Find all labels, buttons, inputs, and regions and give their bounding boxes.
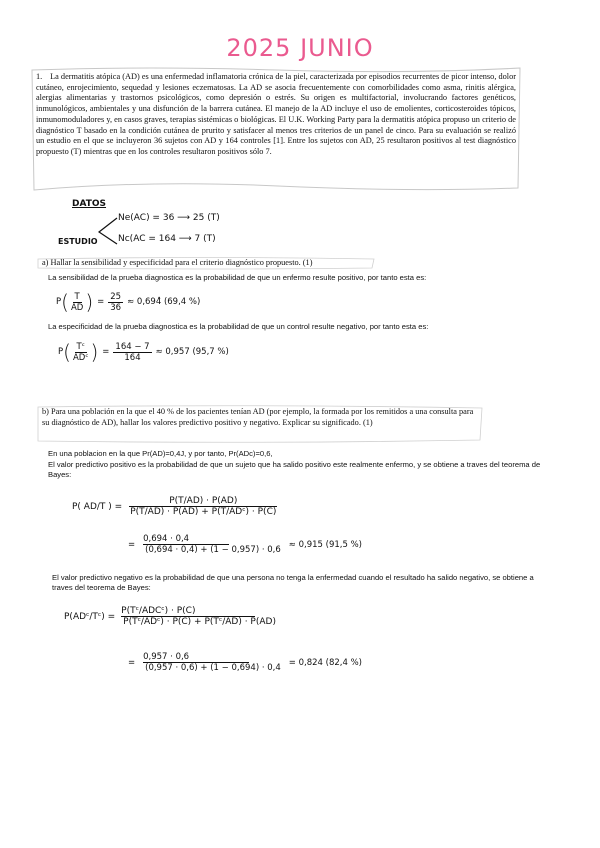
vpn-formula-numeric: = $\frac{0,957 \cdot 0,6}{(0,957 \cdot 0,6) + (1 - 0,694) \cdot 0,4}$ = 0,824 (82,4 %)	[128, 652, 362, 673]
vpn-result: = 0,824 (82,4 %)	[288, 657, 362, 668]
vpn-fraction: $\frac{\text{P(Tᶜ/ADCᶜ) · P(C)}}{\text{P(Tᶜ/ADᶜ) · P(C) + P(Tᶜ/AD) · P(AD)}}$	[121, 606, 276, 627]
vpn-formula	[64, 606, 278, 627]
specificity-text: La especificidad de la prueba diagnostica es la probabilidad de que un control resulte negativo, por tanto esta es:	[48, 322, 429, 331]
problem-statement	[36, 72, 516, 158]
problem-number: 1.	[36, 72, 43, 81]
bracket-icon	[95, 216, 119, 246]
datos-line-1: Ne(AC) = 36 ⟶ 25 (T)	[118, 213, 220, 223]
vpn-numeric-fraction: $\frac{0,957 \cdot 0,6}{(0,957 \cdot 0,6) + (1 - 0,694) \cdot 0,4}$	[143, 652, 281, 673]
spec-p: P	[58, 347, 64, 357]
vpp-numeric-fraction: $\frac{0,694 \cdot 0,4}{(0,694 \cdot 0,4) + (1 - 0,957) \cdot 0,6}$	[143, 534, 281, 555]
problem-text: La dermatitis atópica (AD) es una enfermedad inflamatoria crónica de la piel, caracterizada por episodios recurrentes de picor intenso, dolor cutáneo, enrojecimiento, sequedad y lesiones eczematosas. La AD se asocia frecuentemente con comorbilidades como asma, rinitis alérgica, alergias alimentarias y trastornos psicológicos, como depresión o estrés. Su origen es multifactorial, involucrando factores genéticos, inmunológicos, ambientales y una disfunción de la barrera cutánea. El manejo de la AD incluye el uso de emolientes, corticosteroides tópicos, inmunomoduladores y, en casos graves, terapias sistémicas o biológicas. El U.K. Working Party para la dermatitis atópica propuso un criterio de diagnóstico T basado en la condición cutánea de prurito y satisfacer al menos tres criterios de un panel de cinco. Para su evaluación se realizó un estudio en el que se incluyeron 36 sujetos con AD y 164 controles [1]. Entre los sujetos con AD, 25 resultaron positivos al test diagnóstico propuesto (T) mientras que en los controles resultaron positivos sólo 7.	[36, 72, 516, 156]
sens-fraction: $\frac{25}{36}$	[110, 291, 122, 313]
spec-result: ≈ 0,957 (95,7 %)	[155, 347, 229, 357]
question-b: b) Para una población en la que el 40 % de los pacientes tenían AD (por ejemplo, la formada por los remitidos a una consulta para su diagnóstico de AD), hallar los valores predictivo positivo y negativo. Explicar su significado. (1)	[42, 407, 474, 427]
vpp-lhs: P( AD/T ) =	[72, 501, 123, 512]
vpn-text: El valor predictivo negativo es la probabilidad de que una persona no tenga la enfermedad cuando el resultado ha salido negativo, se obtiene a traves del teorema de Bayes:	[52, 573, 534, 592]
sensitivity-formula: P ( $\frac{T}{AD}$ ) = $\frac{25}{36}$ ≈ 0,694̂ (69,4 %)	[56, 290, 201, 314]
vpp-formula	[72, 496, 278, 517]
spec-fraction: $\frac{164 - 7}{164}$	[115, 341, 150, 363]
sens-result: ≈ 0,694̂ (69,4 %)	[127, 297, 201, 307]
question-a: a) Hallar la sensibilidad y especificidad para el criterio diagnóstico propuesto. (1)	[42, 258, 313, 267]
specificity-formula: P ( $\frac{\text{Tᶜ}}{\text{ADᶜ}}$ ) = $\frac{164 - 7}{164}$ ≈ 0,957 (95,7 %)	[58, 340, 229, 364]
vpp-text: El valor predictivo positivo es la probabilidad de que un sujeto que ha salido positivo este realmente enfermo, y se obtiene a traves del teorema de Bayes:	[48, 460, 541, 479]
vpn-lhs: P(ADᶜ/Tᶜ) =	[64, 611, 116, 622]
vpp-fraction: $\frac{P(T/AD) \cdot P(AD)}{\text{P(T/AD) · P(AD) + P(T/ADᶜ) · P(C)}}$	[130, 496, 277, 517]
vpp-result: ≈ 0,915 (91,5 %)	[288, 539, 362, 550]
population-text: En una poblacion en la que Pr(AD)=0,4J, y por tanto, Pr(ADc)=0,6,	[48, 449, 273, 458]
datos-heading: DATOS	[72, 199, 107, 209]
estudio-label: ESTUDIO	[58, 237, 98, 246]
spec-condition: $\frac{\text{Tᶜ}}{\text{ADᶜ}}$	[72, 341, 89, 363]
datos-line-2: Nc(AC = 164 ⟶ 7 (T)	[118, 234, 216, 244]
vpp-formula-numeric: = $\frac{0,694 \cdot 0,4}{(0,694 \cdot 0,4) + (1 - 0,957) \cdot 0,6}$ ≈ 0,915 (91,5 %)	[128, 534, 362, 555]
sensitivity-text: La sensibilidad de la prueba diagnostica es la probabilidad de que un enfermo resulte positivo, por tanto esta es:	[48, 273, 427, 282]
sens-p: P	[56, 297, 62, 307]
page-title: 2025 JUNIO	[226, 34, 374, 62]
sens-condition: $\frac{T}{AD}$	[70, 291, 84, 313]
